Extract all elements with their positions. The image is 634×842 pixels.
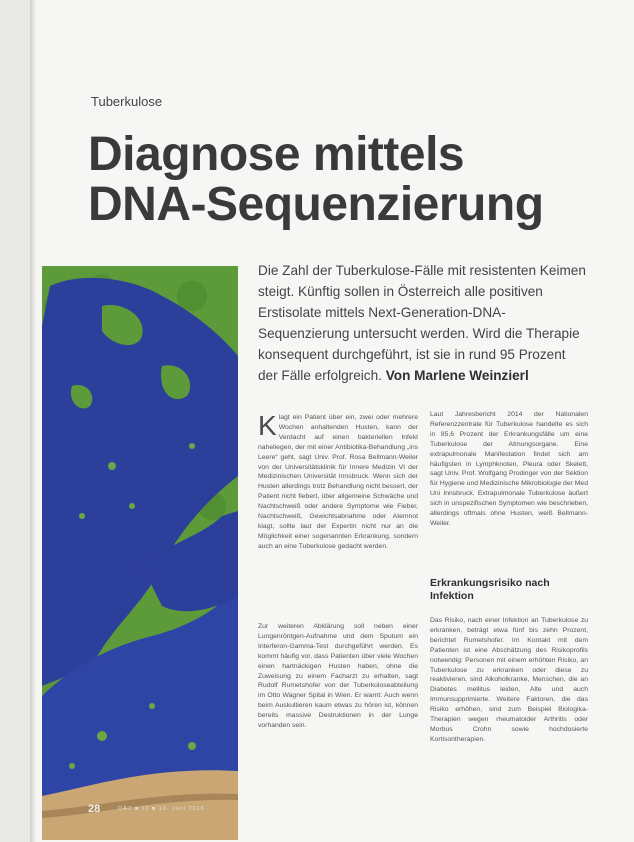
body-text: lagt ein Patient über ein, zwei oder mehrere Wochen anhaltenden Husten, kann der Verdacht auf einen bakteriellen Infekt naheliegen, der mit einer Antibiotika-Behandlung „ins Leere“ geht, sagt Univ. Prof. Rosa Bellmann-Weiler von der Universitätsklinik für Innere Medizin VI der Medizinischen Universität Innsbruck. Wenn sich der Husten allerdings trotz Behandlung nicht bessert, der Patient nicht fiebert, über allgemeine Schwäche und Nachtschweiß oder andere Symptome wie Fieber, Nachtschweiß, Gewichtsabnahme oder Atemnot klagt, sollte laut der Expertin nicht nur an die Möglichkeit einer sogenannten Erkrankung, sondern auch an eine Tuberkulose gedacht werden. xyxy=(258,414,418,550)
section-label: Tuberkulose xyxy=(91,94,163,109)
body-column-1-top xyxy=(258,410,418,552)
page-number: 28 xyxy=(88,803,101,815)
article-lead xyxy=(258,260,588,386)
body-column-2-bottom: Das Risiko, nach einer Infektion an Tuberkulose zu erkranken, beträgt etwa fünf bis zehn Prozent, berichtet Rumetshofer. Im Kontakt mit dem Patienten ist eine Abschätzung des Risikoprofils notwendig: Personen mit einem erhöhten Risiko, an Tuberkulose zu erkranken oder diese zu reaktivieren, sind Alkoholkranke, Menschen, die an Diabetes mellitus leiden, Alte und auch Immunsupprimierte. Weitere Faktoren, die das Risiko erhöhen, sind zum Beispiel Biologika-Therapien wegen rheumatoider Arthritis oder Morbus Crohn sowie hochdosierte Kortisontherapien. xyxy=(430,617,588,743)
title-line-2: DNA-Sequenzierung xyxy=(88,178,544,231)
drop-cap: K xyxy=(258,410,277,441)
microscopy-photo xyxy=(42,266,238,840)
title-line-1: Diagnose mittels xyxy=(88,128,465,181)
author-byline: Von Marlene Weinzierl xyxy=(385,368,529,383)
page-gutter xyxy=(30,0,36,842)
issue-line: ÖÄZ ■ 11 ■ 10. Juni 2016 xyxy=(118,806,205,812)
subheading: Erkrankungsrisiko nach Infektion xyxy=(430,577,550,602)
lead-text: Die Zahl der Tuberkulose-Fälle mit resistenten Keimen steigt. Künftig sollen in Österreich alle positiven Erstisolate mittels Next-Generation-DNA-Sequenzierung untersucht werden. Wird die Therapie konsequent durchgeführt, ist sie in rund 95 Prozent der Fälle erfolgreich. xyxy=(258,263,586,383)
article-title xyxy=(88,130,628,230)
body-column-1-bottom: Zur weiteren Abklärung soll neben einer Lungenröntgen-Aufnahme und dem Sputum ein Interferon-Gamma-Test durchgeführt werden. Es kommt häufig vor, dass Patienten über viele Wochen einen hartnäckigen Husten haben, ohne die Zuweisung zu einem Facharzt zu erhalten, sagt Rudolf Rumetshofer von der Tuberkuloseabteilung im Otto Wagner Spital in Wien. Er warnt: Auch wenn beim Auskultieren kaum etwas zu hören ist, können bereits massive Destruktionen in der Lunge vorhanden sein. xyxy=(258,623,418,730)
body-column-2-top: Laut Jahresbericht 2014 der Nationalen Referenzzentrale für Tuberkulose handelte es sich in 85,6 Prozent der Erkrankungsfälle um eine Tuberkulose der Atmungsorgane. Eine extrapulmonale Manifestation findet sich am häufigsten in Lymphknoten, Pleura oder Skelett, sagt Univ. Prof. Wolfgang Prodinger von der Sektion für Hygiene und Medizinische Mikrobiologie der Med Uni Innsbruck. Extrapulmonale Tuberkulose äußert sich in unspezifischen Symptomen wie beschrieben, allerdings oftmals ohne Husten, weiß Bellmann-Weiler. xyxy=(430,411,588,527)
